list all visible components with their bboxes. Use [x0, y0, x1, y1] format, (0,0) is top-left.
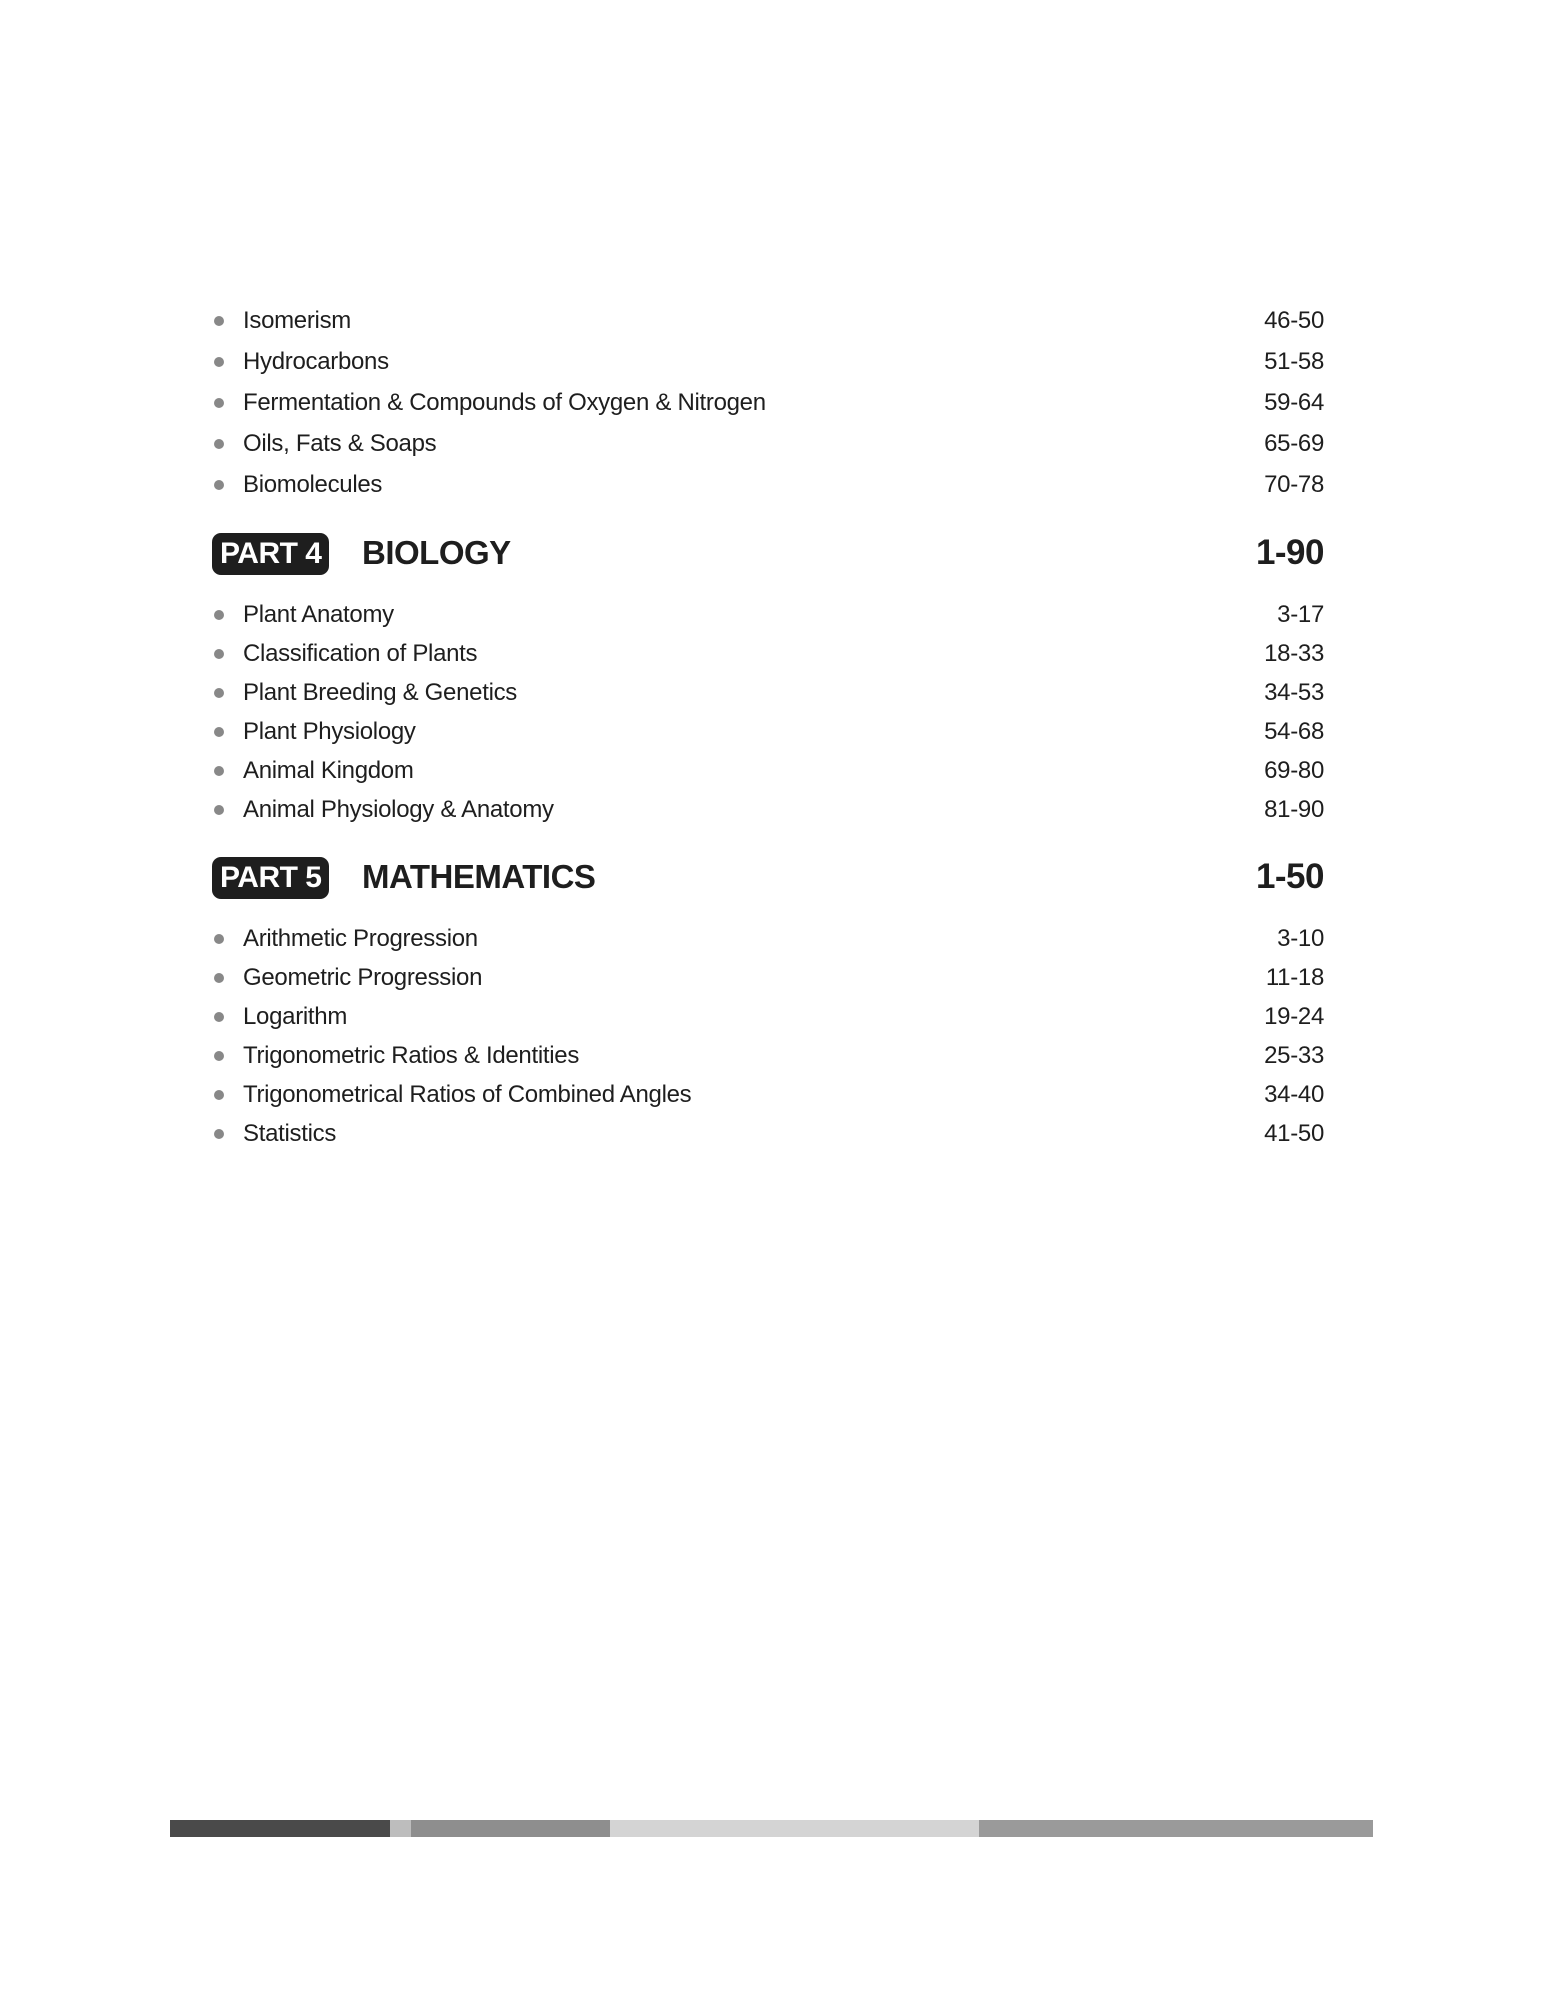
footer-bar-segment — [170, 1820, 390, 1837]
continued-entries — [212, 300, 1324, 505]
toc-entry[interactable] — [212, 382, 1324, 423]
toc-entry[interactable] — [212, 712, 1324, 751]
toc-entry-label: Biomolecules — [243, 471, 383, 498]
bullet-icon — [214, 439, 224, 449]
bullet-icon — [214, 1012, 224, 1022]
bullet-icon — [214, 398, 224, 408]
toc-entry[interactable] — [212, 341, 1324, 382]
toc-entry-pages: 18-33 — [1264, 640, 1324, 667]
footer-bar-segment — [610, 1820, 979, 1837]
bullet-icon — [214, 766, 224, 776]
toc-entry[interactable] — [212, 1114, 1324, 1153]
footer-bar-segment — [979, 1820, 1373, 1837]
bullet-icon — [214, 973, 224, 983]
toc-entry-pages: 65-69 — [1264, 430, 1324, 457]
bullet-icon — [214, 1051, 224, 1061]
toc-entry-label: Plant Anatomy — [243, 601, 394, 628]
toc-entry-pages: 70-78 — [1264, 471, 1324, 498]
toc-entry-label: Oils, Fats & Soaps — [243, 430, 437, 457]
part-5-heading[interactable] — [212, 845, 1324, 909]
footer-bar-segment — [390, 1820, 411, 1837]
part-title: MATHEMATICS — [362, 858, 596, 895]
toc-entry-pages: 54-68 — [1264, 718, 1324, 745]
toc-entry[interactable] — [212, 958, 1324, 997]
toc-entry-pages: 11-18 — [1265, 964, 1324, 991]
toc-entry[interactable] — [212, 751, 1324, 790]
toc-entry-label: Trigonometric Ratios & Identities — [243, 1042, 580, 1069]
toc-entry-label: Animal Physiology & Anatomy — [243, 796, 554, 823]
toc-entry-pages: 41-50 — [1264, 1120, 1324, 1147]
toc-entry-label: Fermentation & Compounds of Oxygen & Nitrogen — [243, 389, 766, 416]
toc-entry-label: Statistics — [243, 1120, 337, 1147]
toc-entry-label: Trigonometrical Ratios of Combined Angles — [243, 1081, 692, 1108]
part-4-heading[interactable] — [212, 521, 1324, 585]
toc-entry[interactable] — [212, 300, 1324, 341]
toc-entry[interactable] — [212, 790, 1324, 829]
bullet-icon — [214, 727, 224, 737]
part-pages: 1-90 — [1255, 533, 1324, 572]
toc-entry-pages: 46-50 — [1264, 307, 1324, 334]
toc-entry-pages: 19-24 — [1264, 1003, 1324, 1030]
toc-entry-label: Arithmetic Progression — [243, 925, 478, 952]
toc-entry-label: Animal Kingdom — [243, 757, 414, 784]
toc-entry-pages: 34-40 — [1264, 1081, 1324, 1108]
toc-entry-pages: 25-33 — [1264, 1042, 1324, 1069]
bullet-icon — [214, 480, 224, 490]
toc-entry-label: Geometric Progression — [243, 964, 483, 991]
toc-entry[interactable] — [212, 997, 1324, 1036]
part-pages: 1-50 — [1255, 857, 1324, 896]
bullet-icon — [214, 805, 224, 815]
toc-entry-pages: 59-64 — [1264, 389, 1324, 416]
toc-entry-pages: 3-10 — [1277, 925, 1324, 952]
footer-bar-segment — [411, 1820, 610, 1837]
bullet-icon — [214, 316, 224, 326]
toc-entry-label: Isomerism — [243, 307, 351, 334]
toc-entry-pages: 51-58 — [1264, 348, 1324, 375]
bullet-icon — [214, 357, 224, 367]
part-badge: PART 5 — [212, 857, 329, 899]
part-title: BIOLOGY — [362, 534, 511, 571]
toc-entry-label: Classification of Plants — [243, 640, 478, 667]
bullet-icon — [214, 649, 224, 659]
toc-entry[interactable] — [212, 423, 1324, 464]
toc-entry-pages: 81-90 — [1264, 796, 1324, 823]
toc-entry[interactable] — [212, 919, 1324, 958]
toc-entry[interactable] — [212, 1075, 1324, 1114]
part-4-entries — [212, 595, 1324, 829]
bullet-icon — [214, 1090, 224, 1100]
bullet-icon — [214, 688, 224, 698]
toc-entry[interactable] — [212, 634, 1324, 673]
toc-entry[interactable] — [212, 673, 1324, 712]
toc-entry[interactable] — [212, 1036, 1324, 1075]
table-of-contents — [212, 300, 1324, 1153]
bullet-icon — [214, 934, 224, 944]
toc-entry-pages: 3-17 — [1277, 601, 1324, 628]
toc-entry-label: Logarithm — [243, 1003, 348, 1030]
toc-entry-label: Plant Breeding & Genetics — [243, 679, 517, 706]
toc-entry-label: Plant Physiology — [243, 718, 416, 745]
part-badge: PART 4 — [212, 533, 329, 575]
toc-entry[interactable] — [212, 595, 1324, 634]
toc-entry[interactable] — [212, 464, 1324, 505]
toc-entry-pages: 69-80 — [1264, 757, 1324, 784]
bullet-icon — [214, 1129, 224, 1139]
toc-entry-label: Hydrocarbons — [243, 348, 389, 375]
bullet-icon — [214, 610, 224, 620]
toc-entry-pages: 34-53 — [1264, 679, 1324, 706]
part-5-entries — [212, 919, 1324, 1153]
footer-decorative-bar — [170, 1820, 1373, 1837]
